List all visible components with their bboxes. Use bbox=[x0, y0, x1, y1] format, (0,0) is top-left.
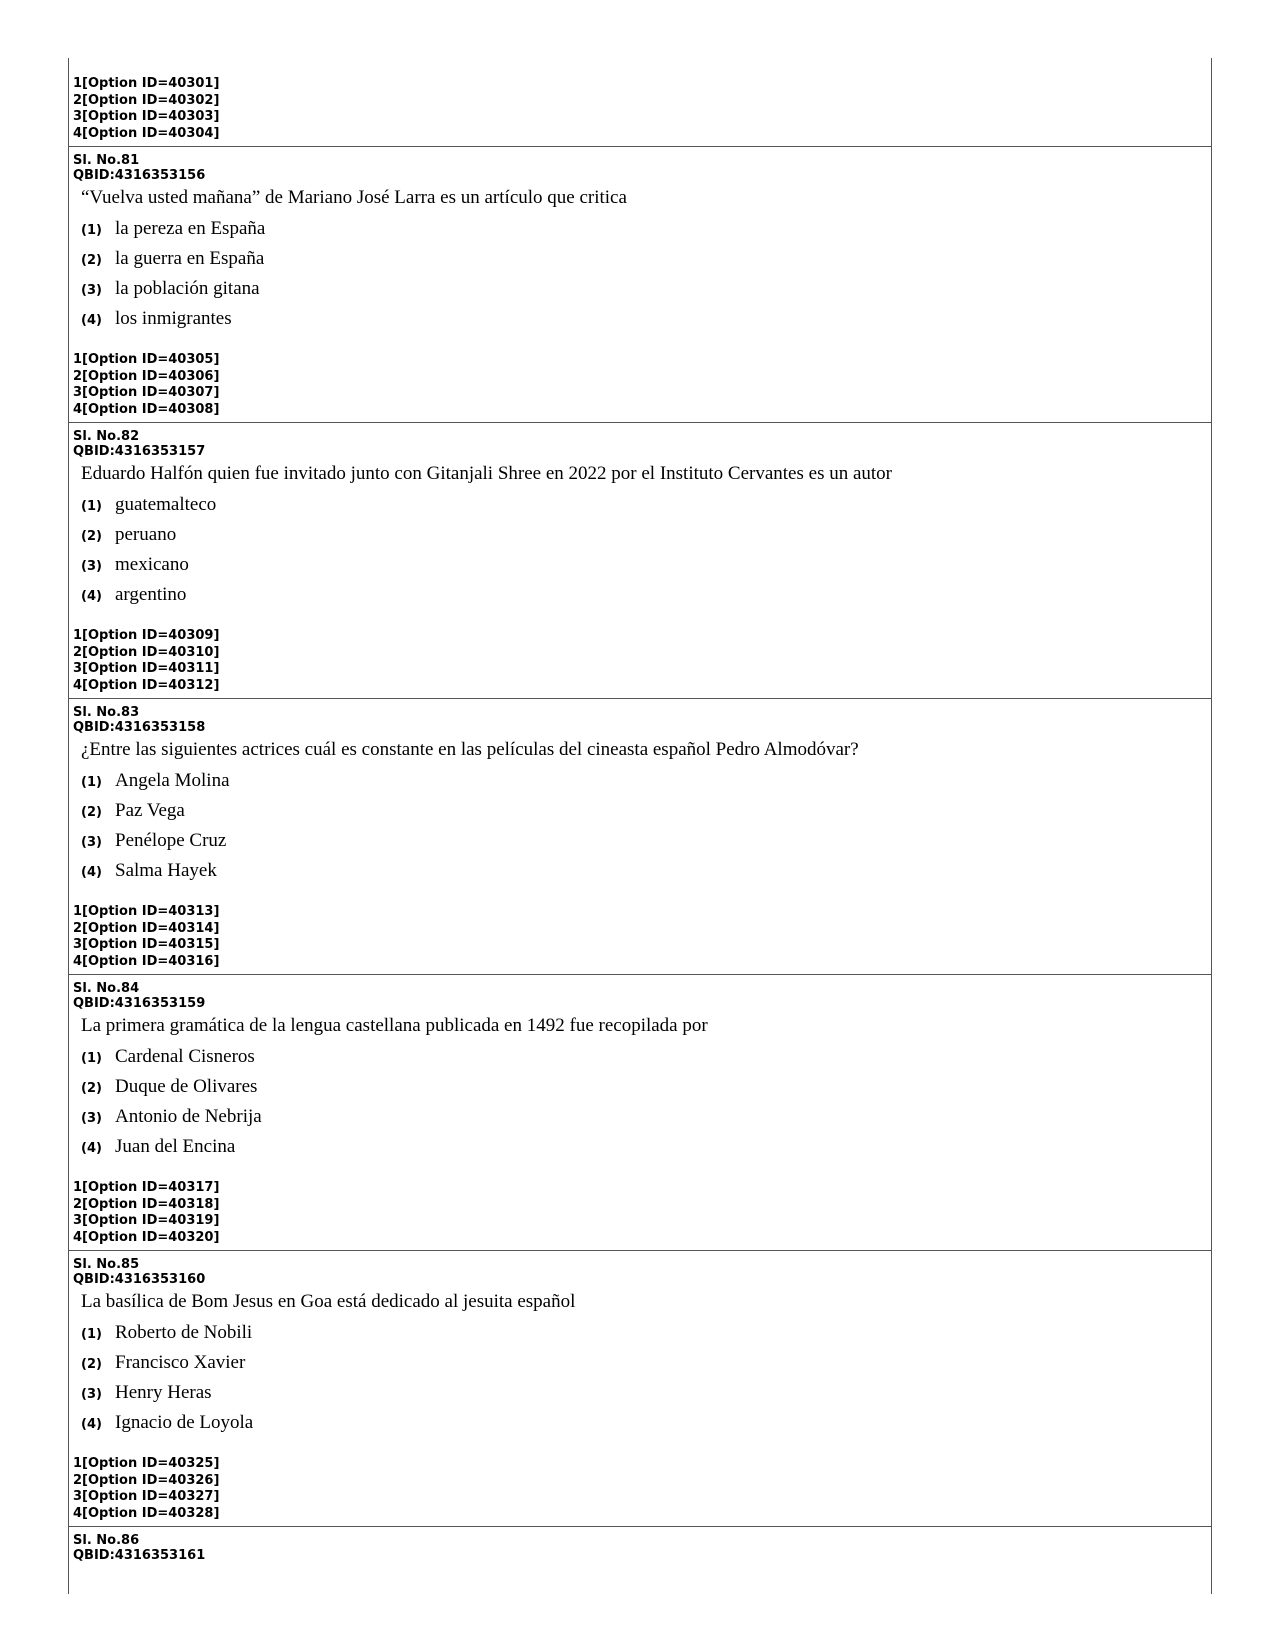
option-id: 2[Option ID=40302] bbox=[73, 92, 220, 108]
question-text: ¿Entre las siguientes actrices cuál es constante en las películas del cineasta español Pedro Almodóvar? bbox=[81, 739, 859, 760]
choice-number: (2) bbox=[81, 1357, 102, 1372]
option-id: 1[Option ID=40309] bbox=[73, 628, 220, 643]
choice bbox=[81, 1352, 1211, 1382]
choice-number: (1) bbox=[81, 223, 102, 238]
serial-number: Sl. No.81 bbox=[73, 153, 140, 168]
question-text: “Vuelva usted mañana” de Mariano José Larra es un artículo que critica bbox=[81, 187, 627, 208]
choice bbox=[81, 278, 1211, 308]
choice-text: Penélope Cruz bbox=[115, 830, 227, 851]
option-id: 3[Option ID=40319] bbox=[73, 1213, 220, 1228]
choice-text: la pereza en España bbox=[115, 218, 266, 239]
option-ids bbox=[73, 904, 1211, 970]
choice-text: la guerra en España bbox=[115, 248, 265, 269]
choice bbox=[81, 248, 1211, 278]
question-81 bbox=[69, 146, 1211, 422]
choice-number: (1) bbox=[81, 775, 102, 790]
choice bbox=[81, 1322, 1211, 1352]
choice-text: Paz Vega bbox=[115, 800, 185, 821]
choice-number: (3) bbox=[81, 1111, 102, 1126]
choice-number: (2) bbox=[81, 1081, 102, 1096]
question-sheet bbox=[68, 58, 1212, 1594]
option-id: 4[Option ID=40312] bbox=[73, 677, 220, 693]
choice bbox=[81, 770, 1211, 800]
choice bbox=[81, 1412, 1211, 1442]
choice-number: (1) bbox=[81, 1051, 102, 1066]
question-header bbox=[73, 1533, 1211, 1563]
choice-number: (3) bbox=[81, 835, 102, 850]
serial-number: Sl. No.83 bbox=[73, 705, 140, 720]
choice-text: guatemalteco bbox=[115, 494, 217, 515]
option-id: 3[Option ID=40327] bbox=[73, 1489, 220, 1504]
option-id: 2[Option ID=40314] bbox=[73, 920, 220, 936]
choice-text: Francisco Xavier bbox=[115, 1352, 246, 1373]
choice-number: (2) bbox=[81, 529, 102, 544]
choice-text: los inmigrantes bbox=[115, 308, 232, 329]
choice bbox=[81, 1076, 1211, 1106]
qbid: QBID:4316353156 bbox=[73, 168, 206, 183]
option-id: 3[Option ID=40303] bbox=[73, 109, 220, 124]
choice-text: peruano bbox=[115, 524, 177, 545]
question-header bbox=[73, 429, 1211, 459]
choice bbox=[81, 1136, 1211, 1166]
option-id: 4[Option ID=40320] bbox=[73, 1229, 220, 1245]
option-id: 4[Option ID=40328] bbox=[73, 1505, 220, 1521]
serial-number: Sl. No.82 bbox=[73, 429, 140, 444]
serial-number: Sl. No.86 bbox=[73, 1533, 140, 1548]
option-id: 1[Option ID=40305] bbox=[73, 352, 220, 367]
choice-number: (4) bbox=[81, 313, 102, 328]
choice bbox=[81, 494, 1211, 524]
choice bbox=[81, 218, 1211, 248]
choice-text: Juan del Encina bbox=[115, 1136, 236, 1157]
qbid: QBID:4316353158 bbox=[73, 720, 206, 735]
option-id: 3[Option ID=40311] bbox=[73, 661, 220, 676]
option-id: 1[Option ID=40317] bbox=[73, 1180, 220, 1195]
option-id: 2[Option ID=40318] bbox=[73, 1196, 220, 1212]
choice-number: (1) bbox=[81, 499, 102, 514]
choice bbox=[81, 800, 1211, 830]
option-ids bbox=[73, 628, 1211, 694]
choice bbox=[81, 524, 1211, 554]
choice-number: (2) bbox=[81, 805, 102, 820]
option-id: 2[Option ID=40326] bbox=[73, 1472, 220, 1488]
option-id: 3[Option ID=40315] bbox=[73, 937, 220, 952]
choice-number: (1) bbox=[81, 1327, 102, 1342]
choice bbox=[81, 584, 1211, 614]
qbid: QBID:4316353157 bbox=[73, 444, 206, 459]
question-text: La basílica de Bom Jesus en Goa está dedicado al jesuita español bbox=[81, 1291, 576, 1312]
question-header bbox=[73, 705, 1211, 735]
choice-text: Cardenal Cisneros bbox=[115, 1046, 255, 1067]
choice-text: argentino bbox=[115, 584, 187, 605]
choice-text: mexicano bbox=[115, 554, 189, 575]
choice bbox=[81, 1382, 1211, 1412]
choice-number: (3) bbox=[81, 559, 102, 574]
choice-number: (4) bbox=[81, 865, 102, 880]
option-id: 1[Option ID=40301] bbox=[73, 76, 220, 91]
option-id: 3[Option ID=40307] bbox=[73, 385, 220, 400]
question-82 bbox=[69, 422, 1211, 698]
option-id: 2[Option ID=40310] bbox=[73, 644, 220, 660]
choice-text: Ignacio de Loyola bbox=[115, 1412, 254, 1433]
qbid: QBID:4316353159 bbox=[73, 996, 206, 1011]
question-header bbox=[73, 981, 1211, 1011]
question-text: La primera gramática de la lengua castellana publicada en 1492 fue recopilada por bbox=[81, 1015, 708, 1036]
option-ids bbox=[73, 1456, 1211, 1522]
choice-number: (3) bbox=[81, 283, 102, 298]
choice bbox=[81, 830, 1211, 860]
qbid: QBID:4316353160 bbox=[73, 1272, 206, 1287]
prev-option-ids bbox=[69, 58, 1211, 146]
choice-text: Salma Hayek bbox=[115, 860, 217, 881]
serial-number: Sl. No.84 bbox=[73, 981, 140, 996]
option-id: 4[Option ID=40304] bbox=[73, 125, 220, 141]
choice-text: la población gitana bbox=[115, 278, 260, 299]
question-header bbox=[73, 1257, 1211, 1287]
choice-text: Roberto de Nobili bbox=[115, 1322, 253, 1343]
question-84 bbox=[69, 974, 1211, 1250]
choice-number: (2) bbox=[81, 253, 102, 268]
choice-text: Angela Molina bbox=[115, 770, 230, 791]
choice-number: (4) bbox=[81, 1141, 102, 1156]
option-id: 2[Option ID=40306] bbox=[73, 368, 220, 384]
choice-number: (4) bbox=[81, 1417, 102, 1432]
question-86 bbox=[69, 1526, 1211, 1563]
serial-number: Sl. No.85 bbox=[73, 1257, 140, 1272]
option-id: 4[Option ID=40316] bbox=[73, 953, 220, 969]
option-id: 1[Option ID=40313] bbox=[73, 904, 220, 919]
option-id: 4[Option ID=40308] bbox=[73, 401, 220, 417]
choice bbox=[81, 1046, 1211, 1076]
choice-number: (3) bbox=[81, 1387, 102, 1402]
choice bbox=[81, 860, 1211, 890]
choice-text: Henry Heras bbox=[115, 1382, 212, 1403]
question-text: Eduardo Halfón quien fue invitado junto con Gitanjali Shree en 2022 por el Instituto Cervantes es un autor bbox=[81, 463, 892, 484]
choice-text: Antonio de Nebrija bbox=[115, 1106, 262, 1127]
question-85 bbox=[69, 1250, 1211, 1526]
qbid: QBID:4316353161 bbox=[73, 1548, 206, 1563]
option-ids bbox=[73, 1180, 1211, 1246]
choice bbox=[81, 1106, 1211, 1136]
choice bbox=[81, 308, 1211, 338]
question-83 bbox=[69, 698, 1211, 974]
choice-number: (4) bbox=[81, 589, 102, 604]
choice-text: Duque de Olivares bbox=[115, 1076, 258, 1097]
choice bbox=[81, 554, 1211, 584]
question-header bbox=[73, 153, 1211, 183]
option-ids bbox=[73, 352, 1211, 418]
option-id: 1[Option ID=40325] bbox=[73, 1456, 220, 1471]
